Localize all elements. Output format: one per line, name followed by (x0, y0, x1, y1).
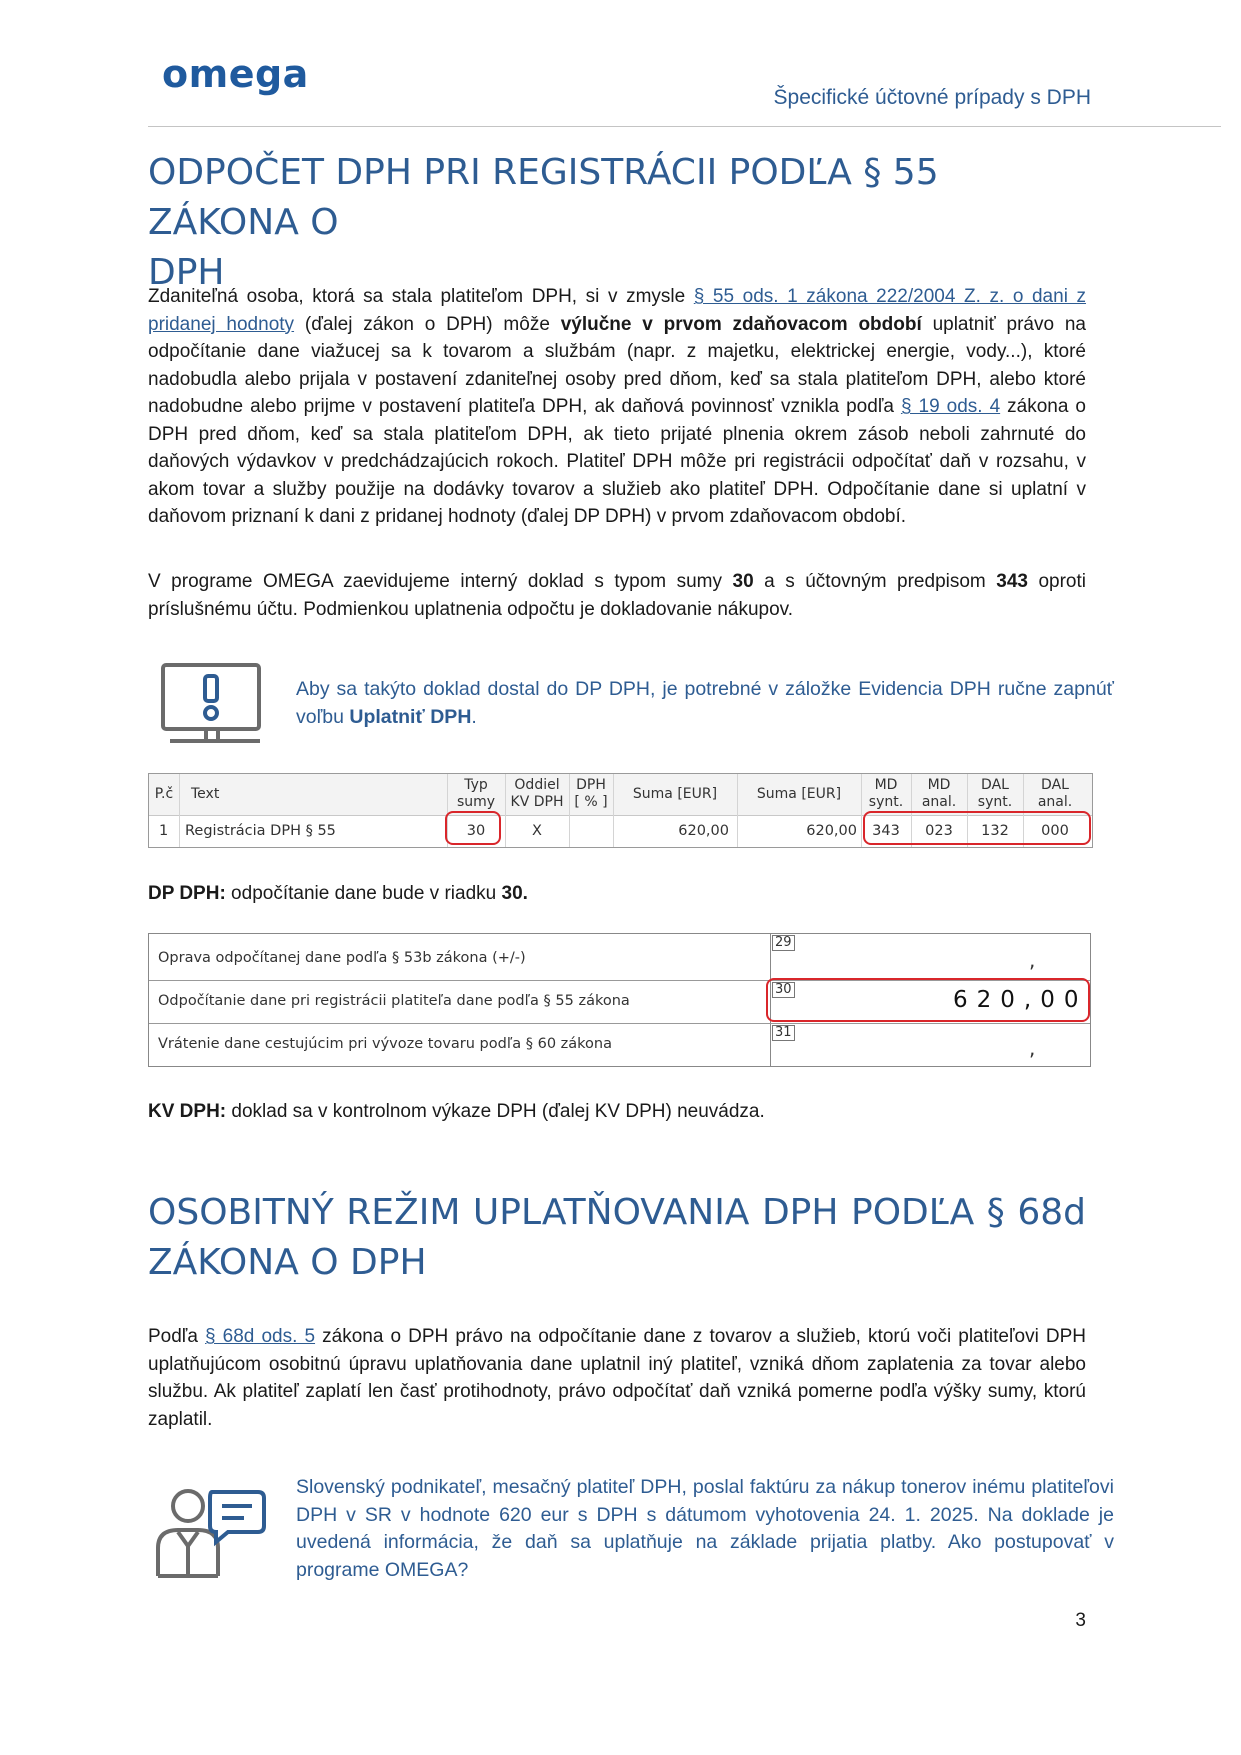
col-header-dal-synt: DAL synt. (977, 777, 1013, 810)
text: Zdaniteľná osoba, ktorá sa stala platiteľom DPH, si v zmysle (148, 286, 694, 307)
cell-md-synt: 343 (872, 823, 900, 839)
col-header-pc: P.č (154, 786, 174, 802)
highlight-typ-sumy (445, 811, 501, 845)
highlight-row-30 (766, 978, 1090, 1022)
accounting-entry-table (148, 773, 1093, 848)
col-header-oddiel: Oddiel KV DPH (510, 777, 564, 810)
kv-dph-line (148, 1098, 1086, 1126)
text: Podľa (148, 1326, 206, 1347)
col-header-suma1: Suma [EUR] (632, 786, 718, 802)
form-row-31 (149, 1024, 1090, 1065)
text: zákona o DPH právo na odpočítanie dane z tovarov a služieb, ktorú voči platiteľovi DPH uplatňujúcom osobitnú úpravu uplatňovania dane uplatnil iný platiteľ, vzniká dňom zaplatenia za tovar alebo službu. Ak platiteľ zaplatí len časť protihodnoty, právo odpočítať daň vzniká pomerne podľa výšky sumy, ktorú zaplatil. (148, 1326, 1086, 1430)
section1-heading-line2: DPH (148, 252, 225, 293)
form-row-number: 30 (772, 982, 795, 998)
cell-pc: 1 (159, 823, 169, 839)
section1-paragraph2 (148, 568, 1086, 623)
tax-return-form-excerpt (148, 933, 1091, 1067)
text: uplatniť právo na odpočítanie dane viažucej sa k tovarom a službám (napr. z majetku, elektrickej energie, vody...), ktoré nadobudla alebo prijala v postavení zdaniteľnej osoby pred dňom, keď sa stala platiteľom DPH, alebo ktoré nadobudne alebo prijme v postavení platiteľa DPH, ak daňová povinnosť vznikla podľa (148, 313, 1086, 417)
section2-heading-line2: ZÁKONA O DPH (148, 1242, 427, 1283)
bold-label: DP DPH: (148, 883, 226, 904)
text: . (471, 705, 477, 728)
bold-text: 30. (501, 883, 528, 904)
section1-paragraph1 (148, 283, 1086, 531)
text: V programe OMEGA zaevidujeme interný doklad s typom sumy (148, 571, 733, 592)
bold-text: výlučne v prvom zdaňovacom období (560, 313, 922, 335)
cell-oddiel: X (532, 823, 542, 839)
form-row-value: , (1029, 948, 1036, 972)
section1-heading-line1: ODPOČET DPH PRI REGISTRÁCII PODĽA § 55 ZÁKONA O (148, 152, 939, 243)
cell-suma1: 620,00 (678, 823, 729, 839)
text: Aby sa takýto doklad dostal do DP DPH, je potrebné v záložke Evidencia DPH ručne zapnúť voľbu (296, 678, 1114, 728)
option-name: Uplatniť DPH (349, 705, 472, 728)
col-header-typ: Typ sumy (456, 777, 496, 810)
cell-typ-sumy: 30 (466, 823, 486, 839)
bold-label: KV DPH: (148, 1101, 227, 1122)
text: doklad sa v kontrolnom výkaze DPH (ďalej KV DPH) neuvádza. (226, 1101, 765, 1122)
col-header-suma2: Suma [EUR] (756, 786, 842, 802)
cell-dal-anal: 000 (1041, 823, 1069, 839)
col-header-md-anal: MD anal. (921, 777, 957, 810)
form-row-value: , (1029, 1036, 1036, 1060)
table-header (149, 774, 1092, 816)
text: odpočítanie dane bude v riadku (225, 883, 502, 904)
text: a s účtovným predpisom (753, 571, 997, 592)
note-box (296, 676, 1114, 731)
col-header-md-synt: MD synt. (868, 777, 904, 810)
col-header-dal-anal: DAL anal. (1037, 777, 1073, 810)
cell-text: Registrácia DPH § 55 (185, 823, 336, 839)
text: zákona o DPH pred dňom, keď sa stala platiteľom DPH, ak tieto prijaté plnenia okrem zásob neboli zahrnuté do daňových výdavkov v predchádzajúcich rokoch. Platiteľ DPH môže pri registrácii odpočítať daň v rozsahu, v akom tovar a služby použije na dodávky tovarov a služieb ako platiteľ DPH. Odpočítanie dane si uplatní v daňovom priznaní k dani z pridanej hodnoty (ďalej DP DPH) v prvom zdaňovacom období. (148, 396, 1086, 527)
col-header-text: Text (191, 786, 220, 802)
highlight-accounts (863, 811, 1091, 845)
cell-md-anal: 023 (925, 823, 953, 839)
dp-dph-line (148, 880, 1086, 908)
form-row-label: Odpočítanie dane pri registrácii platiteľa dane podľa § 55 zákona (158, 993, 630, 1009)
text: (ďalej zákon o DPH) môže (294, 313, 561, 335)
text: oproti príslušnému účtu. Podmienkou uplatnenia odpočtu je dokladovanie nákupov. (148, 571, 1086, 620)
form-row-label: Oprava odpočítanej dane podľa § 53b zákona (+/-) (158, 950, 526, 966)
form-row-29 (149, 934, 1090, 981)
bold-text: 343 (996, 571, 1028, 592)
form-row-number: 29 (772, 935, 795, 951)
law-link-68d[interactable]: § 68d ods. 5 (205, 1326, 316, 1347)
document-title: Špecifické účtovné prípady s DPH (773, 86, 1091, 109)
section2-heading-line1: OSOBITNÝ REŽIM UPLATŇOVANIA DPH PODĽA § 68d (148, 1192, 1086, 1233)
law-link-55[interactable]: § 55 ods. 1 zákona 222/2004 Z. z. o dani z pridanej hodnoty (148, 286, 1087, 335)
person-chat-icon (152, 1484, 270, 1580)
cell-suma2: 620,00 (806, 823, 857, 839)
col-header-dph: DPH [ % ] (574, 777, 608, 810)
law-link-19[interactable]: § 19 ods. 4 (900, 396, 1001, 417)
form-row-value: 620,00 (953, 987, 1088, 1013)
monitor-exclamation-icon (160, 662, 266, 748)
section2-paragraph (148, 1323, 1086, 1433)
page-number: 3 (1075, 1610, 1086, 1631)
omega-logo: omega (162, 52, 309, 96)
form-row-number: 31 (772, 1025, 795, 1041)
header-divider (148, 126, 1221, 127)
cell-dal-synt: 132 (981, 823, 1009, 839)
bold-text: 30 (732, 571, 754, 592)
section1-heading (148, 148, 1093, 298)
example-box: Slovenský podnikateľ, mesačný platiteľ DPH, poslal faktúru za nákup tonerov inému platiteľovi DPH v SR v hodnote 620 eur s DPH s dátumom vyhotovenia 24. 1. 2025. Na doklade je uvedená informácia, že daň sa uplatňuje na základe prijatia platby. Ako postupovať v programe OMEGA? (296, 1476, 1114, 1581)
form-row-label: Vrátenie dane cestujúcim pri vývoze tovaru podľa § 60 zákona (158, 1036, 613, 1052)
